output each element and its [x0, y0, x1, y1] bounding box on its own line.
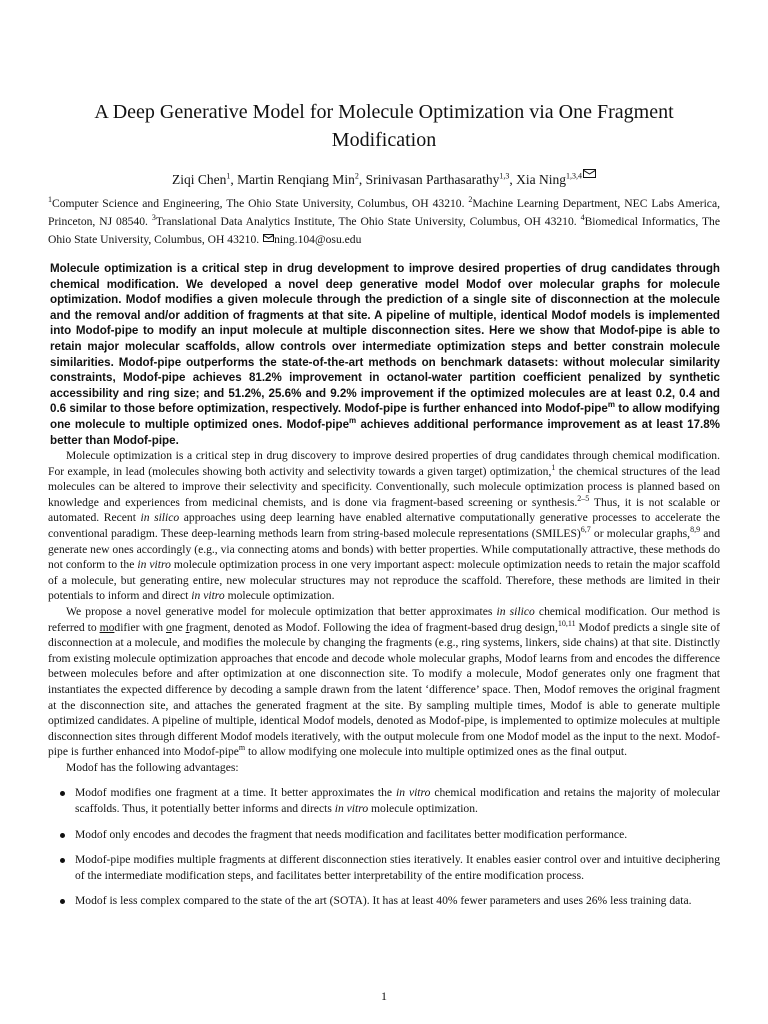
- advantages-list: [48, 785, 720, 909]
- list-item: [48, 893, 720, 909]
- affiliation-mark: 3: [151, 213, 156, 223]
- envelope-icon: [583, 169, 596, 178]
- text: Modof only encodes and decodes the fragment that needs modification and facilitates better modification performance.: [75, 827, 628, 841]
- text: and generate new ones accordingly (e.g., via connecting atoms and bonds) with better properties. While computationally attractive, these methods do not conform to the: [48, 526, 720, 572]
- author-name: , Martin Renqiang Min: [230, 172, 355, 187]
- underlined-text: o: [165, 620, 172, 634]
- bullet-icon: [60, 833, 65, 838]
- text: Modof-pipe modifies multiple fragments at different disconnection sties iteratively. It enables easier control over and intuitive deciphering of the intermediate modification steps, and facilitates better interpretability of the entire modification process.: [75, 853, 720, 882]
- affiliation-text: Computer Science and Engineering, The Ohio State University, Columbus, OH 43210.: [52, 197, 469, 210]
- text: the chemical structures of the lead molecules can be altered to improve their selectivity and specificity. Conventionally, such molecule optimization process is planned based on knowledge and experiences from medicinal chemists, and is done via fragment-based screening or synthesis.: [48, 464, 720, 509]
- affiliation-text: Machine Learning Department, NEC Labs America, Princeton, NJ 08540.: [48, 197, 720, 228]
- text: Modof is less complex compared to the state of the art (SOTA). It has at least 40% fewer parameters and uses 26% less training data.: [75, 894, 692, 908]
- citation[interactable]: 10,11: [557, 618, 576, 628]
- envelope-icon: [263, 234, 274, 242]
- body-text: [48, 448, 720, 919]
- affiliation-mark: 4: [580, 213, 585, 223]
- text: or molecular graphs,: [590, 526, 691, 540]
- italic-text: in vitro: [137, 558, 171, 572]
- text: ragment, denoted as Modof. Following the idea of fragment-based drug design,: [189, 620, 558, 634]
- italic-text: in silico: [140, 511, 180, 525]
- italic-text: in vitro: [334, 802, 369, 816]
- abstract-text: to allow modifying one molecule to multiple optimized ones. Modof-pipe: [50, 402, 721, 431]
- text: chemical modification. Our method is referred to: [48, 604, 720, 634]
- affiliation-mark: 1: [48, 195, 52, 205]
- paragraph-method: [48, 604, 720, 760]
- author-name: Ziqi Chen: [171, 172, 227, 187]
- citation[interactable]: 1: [551, 462, 556, 472]
- affiliation-text: Biomedical Informatics, The Ohio State University, Columbus, OH 43210.: [48, 215, 720, 246]
- text: molecule optimization.: [368, 802, 478, 816]
- list-item: [48, 852, 720, 883]
- underlined-text: f: [185, 620, 190, 634]
- italic-text: in silico: [496, 604, 535, 618]
- superscript: m: [238, 743, 246, 753]
- page-number: 1: [381, 989, 387, 1003]
- paragraph-intro: [48, 448, 720, 604]
- bullet-icon: [60, 899, 65, 904]
- text: ne: [171, 620, 186, 634]
- text: chemical modification and retains the majority of molecular scaffolds. Thus, it potentially better informs and directs: [75, 786, 720, 816]
- paper-title: A Deep Generative Model for Molecule Optimization via One Fragment Modification: [94, 101, 674, 151]
- paragraph-advantages: Modof has the following advantages:: [66, 760, 239, 774]
- list-item: [48, 827, 720, 843]
- bullet-icon: [60, 858, 65, 863]
- contact-email[interactable]: ning.104@osu.edu: [274, 233, 362, 246]
- italic-text: in vitro: [191, 589, 225, 603]
- citation[interactable]: 6,7: [580, 525, 591, 535]
- author-name: , Xia Ning: [509, 172, 567, 187]
- author-list: [52, 171, 716, 189]
- text: approaches using deep learning have enabled alternative computationally generative processes to accelerate the conventional paradigm. These deep-learning methods learn from string-based molecule representations (SMILES): [48, 511, 720, 540]
- abstract: [50, 261, 720, 448]
- text: We propose a novel generative model for molecule optimization that better approximates: [66, 604, 497, 618]
- text: Modof modifies one fragment at a time. It better approximates the: [75, 786, 396, 800]
- text: Modof predicts a single site of disconnection at a molecule, and modifies the molecule by changing the fragments (e.g., ring systems, linkers, side chains) at that site. Distinctly from existing molecule optimization approaches that encode and decode whole molecular graphs, Modof learns from and encodes the difference between molecules before and after optimization at one disconnection site. To modify a molecule, Modof generates only one fragment that instantiates the expected difference by decoding a sample drawn from the latent ‘difference’ space. Then, Modof removes the original fragment at the disconnection site, and attaches the generated fragment at the site. By sampling multiple times, Modof is able to generate multiple optimized candidates. A pipeline of multiple, identical Modof models, denoted as Modof-pipe, is implemented to optimize molecules at multiple disconnection sites through different Modof models iteratively, with the output molecule from one Modof model as the input to the next. Modof-pipe is further enhanced into Modof-pipe: [48, 620, 721, 759]
- author-affiliation-mark: 2: [354, 171, 359, 181]
- text: Molecule optimization is a critical step in drug discovery to improve desired properties of drug candidates through chemical modification. For example, in lead (molecules showing both activity and selectivity towards a given target) optimization,: [48, 449, 720, 478]
- affiliations: [48, 195, 720, 249]
- abstract-text: Molecule optimization is a critical step in drug development to improve desired properties of drug candidates through chemical modification. We developed a novel deep generative model Modof over molecular graphs for molecule optimization. Modof modifies a given molecule through the prediction of a single site of disconnection at the molecule and the removal and/or addition of fragments at that site. A pipeline of multiple, identical Modof models is implemented into Modof-pipe to modify an input molecule at multiple disconnection sites. Here we show that Modof-pipe is able to retain major molecular scaffolds, allow controls over intermediate optimization steps and better constrain molecule similarities. Modof-pipe outperforms the state-of-the-art methods on benchmark datasets: without molecular similarity constraints, Modof-pipe achieves 81.2% improvement in octanol-water partition coefficient penalized by synthetic accessibility and ring size; and 51.2%, 25.6% and 9.2% improvement if the optimized molecules are at least 0.2, 0.4 and 0.6 similar to those before optimization, respectively. Modof-pipe is further enhanced into Modof-pipe: [50, 262, 720, 416]
- citation[interactable]: 8,9: [690, 525, 701, 535]
- bullet-icon: [60, 791, 65, 796]
- superscript: m: [607, 400, 615, 410]
- author-affiliation-mark: 1: [226, 171, 231, 181]
- underlined-text: mo: [99, 620, 115, 634]
- text: molecule optimization.: [224, 589, 335, 603]
- list-item: [48, 785, 720, 816]
- text: Thus, it is not scalable or automated. Recent: [48, 495, 720, 525]
- superscript: m: [349, 416, 357, 426]
- italic-text: in vitro: [396, 786, 431, 800]
- text: difier with: [114, 620, 166, 634]
- text: molecule optimization process in one very important aspect: molecule optimization needs to retain the major scaffold of a molecule, but generating entire, new molecular structures may not reproduce the scaffold. Therefore, these methods are limited in their potentials to inform and direct: [48, 558, 720, 603]
- author-affiliation-mark: 1,3: [499, 171, 510, 181]
- affiliation-text: Translational Data Analytics Institute, The Ohio State University, Columbus, OH 43210.: [155, 215, 581, 228]
- abstract-text: achieves additional performance improvement as at least 17.8% better than Modof-pipe.: [50, 417, 720, 447]
- citation[interactable]: 2–5: [577, 493, 590, 503]
- affiliation-mark: 2: [468, 195, 473, 205]
- author-name: , Srinivasan Parthasarathy: [358, 172, 500, 187]
- author-affiliation-mark: 1,3,4: [566, 171, 583, 181]
- text: to allow modifying one molecule into multiple optimized ones as the final output.: [245, 745, 628, 759]
